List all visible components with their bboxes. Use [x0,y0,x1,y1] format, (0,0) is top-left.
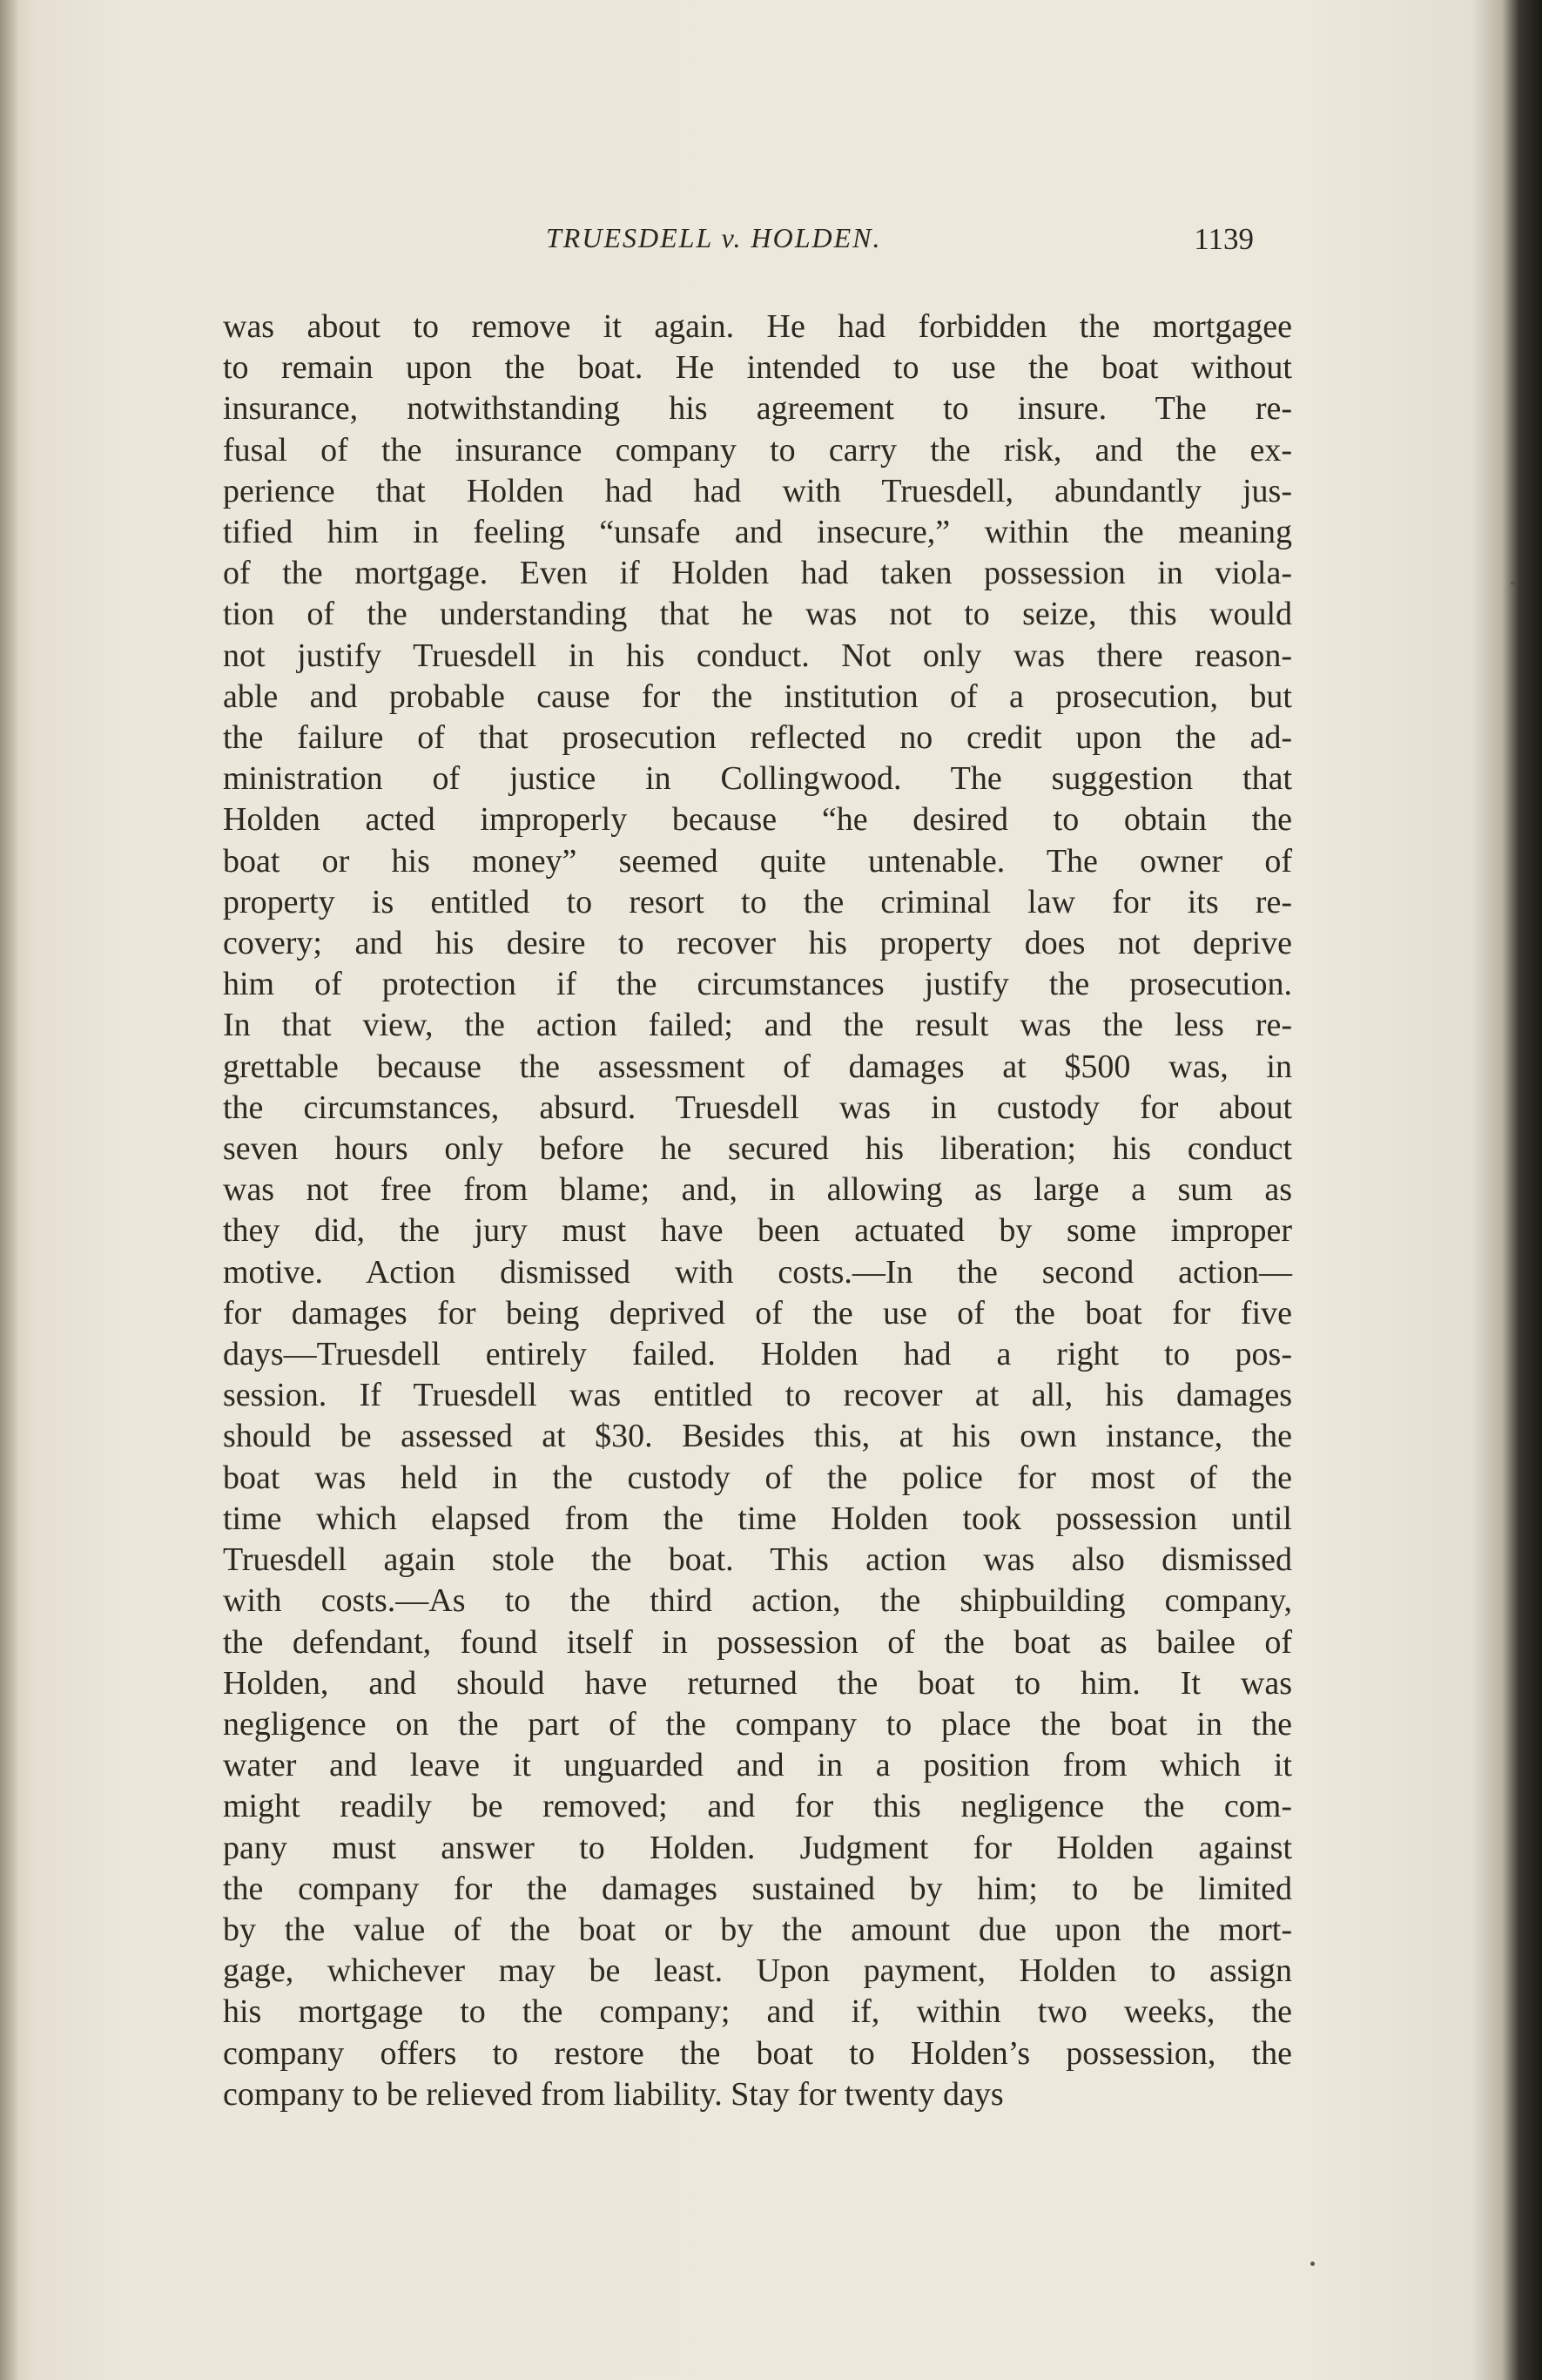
text-line: days—Truesdell entirely failed. Holden had a right to pos- [223,1336,1292,1373]
text-line: water and leave it unguarded and in a position from which it [223,1747,1292,1784]
text-line: pany must answer to Holden. Judgment for Holden against [223,1829,1292,1866]
text-line: company to be relieved from liability. Stay for twenty days [223,2075,1004,2113]
spine-shadow [0,0,19,2380]
text-line: seven hours only before he secured his liberation; his conduct [223,1130,1292,1168]
text-line: able and probable cause for the institution of a prosecution, but [223,678,1292,715]
text-line: boat was held in the custody of the police for most of the [223,1459,1292,1496]
text-line: perience that Holden had had with Truesdell, abundantly jus- [223,472,1292,509]
page-header [226,222,1254,266]
text-line: might readily be removed; and for this negligence the com- [223,1788,1292,1825]
text-line: by the value of the boat or by the amount due upon the mort- [223,1911,1292,1948]
text-line: property is entitled to resort to the criminal law for its re- [223,883,1292,920]
text-line: gage, whichever may be least. Upon payment, Holden to assign [223,1952,1292,1990]
text-line: fusal of the insurance company to carry the risk, and the ex- [223,431,1292,469]
text-line: Holden, and should have returned the boat to him. It was [223,1664,1292,1702]
text-line: time which elapsed from the time Holden took possession until [223,1500,1292,1537]
text-line: tified him in feeling “unsafe and insecure,” within the meaning [223,514,1292,551]
text-line: Truesdell again stole the boat. This action was also dismissed [223,1541,1292,1579]
text-line: of the mortgage. Even if Holden had taken possession in viola- [223,555,1292,592]
text-line: In that view, the action failed; and the result was the less re- [223,1007,1292,1044]
text-line: negligence on the part of the company to place the boat in the [223,1705,1292,1743]
body-text [223,307,1292,2115]
text-line: they did, the jury must have been actuated by some improper [223,1212,1292,1250]
text-line: Holden acted improperly because “he desired to obtain the [223,801,1292,839]
paper-speck [1511,581,1515,585]
text-line: insurance, notwithstanding his agreement to insure. The re- [223,390,1292,428]
text-line: boat or his money” seemed quite untenable. The owner of [223,842,1292,880]
page-number: 1139 [1194,222,1254,256]
text-line: the defendant, found itself in possession of the boat as bailee of [223,1623,1292,1661]
text-line: the company for the damages sustained by him; to be limited [223,1870,1292,1907]
text-line: for damages for being deprived of the use of the boat for five [223,1294,1292,1332]
text-line: should be assessed at $30. Besides this, at his own instance, the [223,1418,1292,1455]
text-line: session. If Truesdell was entitled to recover at all, his damages [223,1377,1292,1414]
text-line: ministration of justice in Collingwood. The suggestion that [223,760,1292,798]
text-line: covery; and his desire to recover his property does not deprive [223,925,1292,962]
text-line: the circumstances, absurd. Truesdell was in custody for about [223,1089,1292,1126]
text-line: was about to remove it again. He had forbidden the mortgagee [223,308,1292,345]
text-line: was not free from blame; and, in allowing as large a sum as [223,1171,1292,1209]
text-line: him of protection if the circumstances justify the prosecution. [223,966,1292,1003]
text-line: with costs.—As to the third action, the shipbuilding company, [223,1582,1292,1620]
text-line: company offers to restore the boat to Holden’s possession, the [223,2034,1292,2072]
text-line: to remain upon the boat. He intended to use the boat without [223,349,1292,387]
text-line: not justify Truesdell in his conduct. Not only was there reason- [223,637,1292,674]
text-line: his mortgage to the company; and if, within two weeks, the [223,1993,1292,2031]
text-line: motive. Action dismissed with costs.—In the second action— [223,1253,1292,1291]
text-line: tion of the understanding that he was not to seize, this would [223,596,1292,633]
running-head: TRUESDELL v. HOLDEN. [546,222,882,253]
text-line: grettable because the assessment of damages at $500 was, in [223,1048,1292,1085]
text-line: the failure of that prosecution reflected no credit upon the ad- [223,719,1292,757]
paper-speck [1310,2262,1315,2266]
